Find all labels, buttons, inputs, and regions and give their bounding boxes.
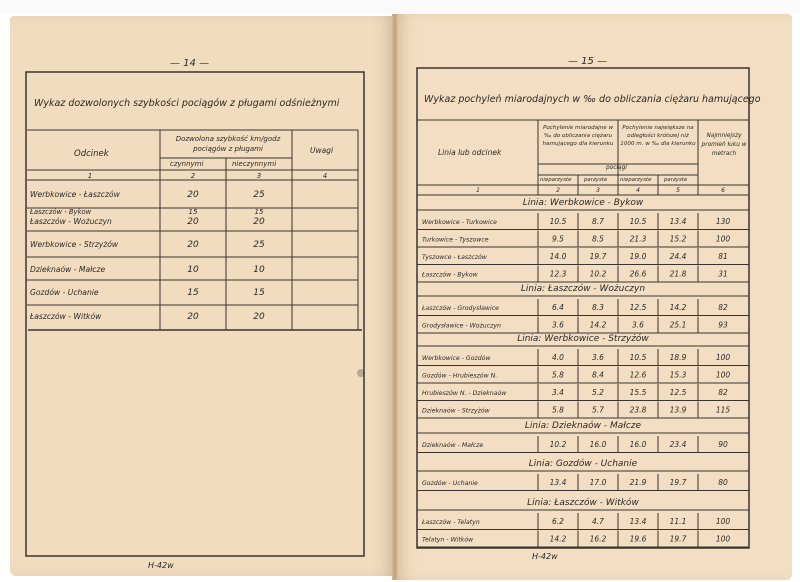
row-active-speed: 15	[188, 208, 198, 216]
row-value-c5: 15.2	[669, 234, 687, 244]
row-value-c5: 24.4	[669, 252, 687, 261]
row-value-c4: 13.4	[629, 517, 647, 526]
row-value-c2: 9.5	[552, 234, 564, 244]
row-active-speed: 20	[187, 312, 199, 322]
row-value-c5: 13.9	[669, 405, 687, 415]
row-value-c4: 10.5	[629, 353, 647, 362]
row-value-c6: 100	[715, 534, 731, 544]
row-value-c2: 5.8	[552, 405, 564, 415]
line-heading: Linia: Łaszczów - Witków	[527, 498, 639, 508]
header-remarks: Uwagi	[310, 146, 334, 155]
row-active-speed: 20	[187, 240, 199, 250]
right-page-title: Wykaz pochyleń miarodajnych w ‰ do obliczania ciężaru hamującego	[424, 94, 761, 105]
row-section: Tyszowce - Łaszczów	[422, 254, 487, 261]
row-value-c4: 19.6	[629, 534, 647, 544]
row-section: Łaszczów - Wożuczyn	[30, 217, 112, 226]
row-value-c2: 14.0	[549, 252, 567, 261]
row-value-c2: 3.4	[552, 388, 564, 397]
line-heading: Linia: Dzieknaów - Małcze	[524, 421, 642, 431]
column-number: 6	[721, 187, 725, 194]
row-value-c6: 82	[718, 388, 728, 397]
row-value-c5: 23.4	[669, 440, 687, 449]
row-value-c6: 100	[715, 517, 731, 526]
row-value-c5: 15.3	[669, 370, 687, 380]
row-value-c2: 6.4	[552, 303, 564, 312]
row-active-speed: 15	[187, 288, 199, 298]
header-even-1: parzyste	[584, 177, 608, 183]
row-value-c3: 19.7	[589, 252, 607, 261]
header-decisive-gradient: Pochylenie miarodajne w ‰ do obliczania ciężaru hamującego dla kierunku	[542, 125, 614, 147]
row-section: Łaszczów - Grodysławice	[422, 305, 499, 312]
row-value-c2: 10.5	[549, 217, 567, 226]
row-value-c3: 8.5	[592, 234, 604, 244]
row-value-c4: 3.6	[632, 320, 644, 330]
header-line-section: Linia lub odcinek	[438, 148, 502, 157]
row-value-c4: 15.5	[629, 388, 647, 397]
row-section: Dzieknaów - Małcze	[30, 265, 106, 274]
row-value-c4: 19.0	[629, 252, 647, 261]
row-value-c4: 12.5	[629, 303, 647, 312]
row-section: Łaszczów - Witków	[30, 312, 102, 321]
row-value-c3: 16.2	[589, 534, 607, 544]
row-value-c5: 25.1	[669, 320, 687, 330]
right-page-number: — 15 —	[568, 56, 608, 67]
column-number: 2	[556, 187, 560, 194]
row-value-c4: 12.6	[629, 370, 647, 380]
row-active-speed: 20	[187, 217, 199, 227]
row-value-c5: 11.1	[669, 517, 687, 526]
left-page-footer: H-42w	[148, 561, 174, 570]
row-section: Łaszczów - Bykow	[422, 271, 478, 279]
row-inactive-speed: 25	[253, 240, 265, 250]
row-value-c2: 10.2	[549, 440, 567, 449]
row-section: Turkowice - Tyszowce	[422, 236, 489, 244]
column-number: 2	[190, 172, 196, 180]
row-inactive-speed: 20	[253, 312, 265, 322]
row-inactive-speed: 15	[254, 208, 264, 216]
row-value-c6: 100	[715, 353, 731, 362]
row-value-c3: 8.4	[592, 370, 604, 380]
row-value-c3: 5.2	[592, 388, 604, 397]
row-value-c4: 23.8	[629, 405, 647, 415]
row-value-c2: 12.3	[549, 269, 567, 279]
row-section: Gozdów - Hrubieszów N.	[422, 372, 498, 380]
row-value-c5: 21.8	[669, 269, 687, 279]
row-value-c5: 19.7	[669, 478, 687, 487]
column-number: 3	[256, 172, 262, 180]
row-value-c2: 6.2	[552, 517, 564, 526]
header-active: czynnymi	[170, 160, 204, 168]
line-heading: Linia: Łaszczów - Wożuczyn	[520, 284, 646, 294]
row-value-c4: 21.3	[629, 234, 647, 244]
row-value-c4: 16.0	[629, 440, 647, 449]
row-value-c5: 12.5	[669, 388, 687, 397]
right-page-footer: H-42w	[532, 552, 558, 561]
left-page-title: Wykaz dozwolonych szybkości pociągów z pługami odśnieżnymi	[34, 98, 340, 109]
column-number: 4	[322, 172, 328, 180]
row-inactive-speed: 10	[253, 265, 265, 275]
row-value-c6: 100	[715, 370, 731, 380]
row-value-c3: 16.0	[589, 440, 607, 449]
row-value-c3: 17.0	[589, 478, 607, 487]
row-value-c5: 18.9	[669, 353, 687, 362]
row-value-c5: 14.2	[669, 303, 687, 312]
column-number: 3	[596, 187, 600, 194]
left-page-number: — 14 —	[170, 58, 210, 69]
row-value-c6: 80	[718, 478, 728, 487]
row-value-c6: 81	[718, 252, 728, 261]
row-section: Gozdów - Uchanie	[422, 480, 478, 487]
row-value-c4: 10.5	[629, 217, 647, 226]
header-allowed-speed: Dozwolona szybkość km/godz pociągów z pługami	[175, 135, 281, 153]
row-value-c4: 26.6	[629, 269, 647, 279]
row-value-c3: 8.3	[592, 303, 604, 312]
row-section: Hrubieszów N. - Dzieknaów	[422, 390, 507, 397]
row-value-c2: 3.6	[552, 320, 564, 330]
header-inactive: nieczynnymi	[232, 160, 277, 168]
line-heading: Linia: Gozdów - Uchanie	[528, 459, 638, 469]
row-value-c3: 3.6	[592, 353, 604, 362]
header-trains: pociągi	[606, 165, 627, 171]
row-value-c6: 115	[715, 405, 731, 415]
row-section: Grodysławice - Wożuczyn	[422, 322, 501, 330]
row-value-c6: 31	[718, 269, 728, 279]
row-value-c3: 10.2	[589, 269, 607, 279]
row-value-c6: 82	[718, 303, 728, 312]
row-value-c2: 14.2	[549, 534, 567, 544]
row-inactive-speed: 20	[253, 217, 265, 227]
column-number: 4	[636, 187, 640, 194]
row-inactive-speed: 15	[253, 288, 265, 298]
line-heading: Linia: Werbkowice - Bykow	[522, 198, 644, 208]
row-value-c6: 130	[715, 217, 731, 226]
row-value-c6: 100	[715, 234, 731, 244]
row-value-c3: 4.7	[592, 517, 604, 526]
row-section: Werbkowice - Strzyżów	[30, 240, 119, 249]
row-value-c5: 13.4	[669, 217, 687, 226]
row-active-speed: 20	[187, 190, 199, 200]
column-number: 1	[87, 172, 93, 180]
header-even-2: parzyste	[664, 177, 688, 183]
row-section: Dzieknaów - Małcze	[422, 442, 484, 449]
row-value-c6: 93	[718, 320, 728, 330]
row-active-speed: 10	[187, 265, 199, 275]
row-section: Werbkowice - Turkowice	[422, 219, 497, 226]
column-number: 5	[676, 187, 680, 194]
row-section: Werbkowice - Łaszczów	[30, 190, 120, 199]
row-value-c4: 21.9	[629, 478, 647, 487]
row-value-c3: 8.7	[592, 217, 604, 226]
column-number: 1	[476, 187, 480, 194]
header-odd-1: nieparzyste	[540, 177, 572, 183]
row-section: Dzieknaów - Strzyżów	[422, 407, 490, 415]
row-section: Łaszczów - Bykow	[30, 208, 92, 216]
header-odd-2: nieparzyste	[620, 177, 652, 183]
row-value-c3: 5.7	[592, 405, 604, 415]
header-section: Odcinek	[74, 149, 109, 159]
row-value-c2: 5.8	[552, 370, 564, 380]
row-value-c6: 90	[718, 440, 728, 449]
row-value-c2: 13.4	[549, 478, 567, 487]
row-section: Gozdów - Uchanie	[30, 288, 99, 297]
row-value-c2: 4.0	[552, 353, 564, 362]
row-section: Werbkowice - Gozdów	[422, 355, 491, 362]
row-section: Łaszczów - Telatyn	[422, 519, 480, 526]
header-min-radius: Najmniejszy promień łuku w metrach	[701, 133, 747, 157]
line-heading: Linia: Werbkowice - Strzyżów	[517, 334, 649, 344]
row-value-c3: 14.2	[589, 320, 607, 330]
header-max-gradient: Pochylenie największe na odległości krótszej niż 1000 m. w ‰ dla kierunku	[620, 125, 696, 147]
row-value-c5: 19.7	[669, 534, 687, 544]
row-section: Telatyn - Witków	[422, 536, 474, 544]
row-inactive-speed: 25	[253, 190, 265, 200]
